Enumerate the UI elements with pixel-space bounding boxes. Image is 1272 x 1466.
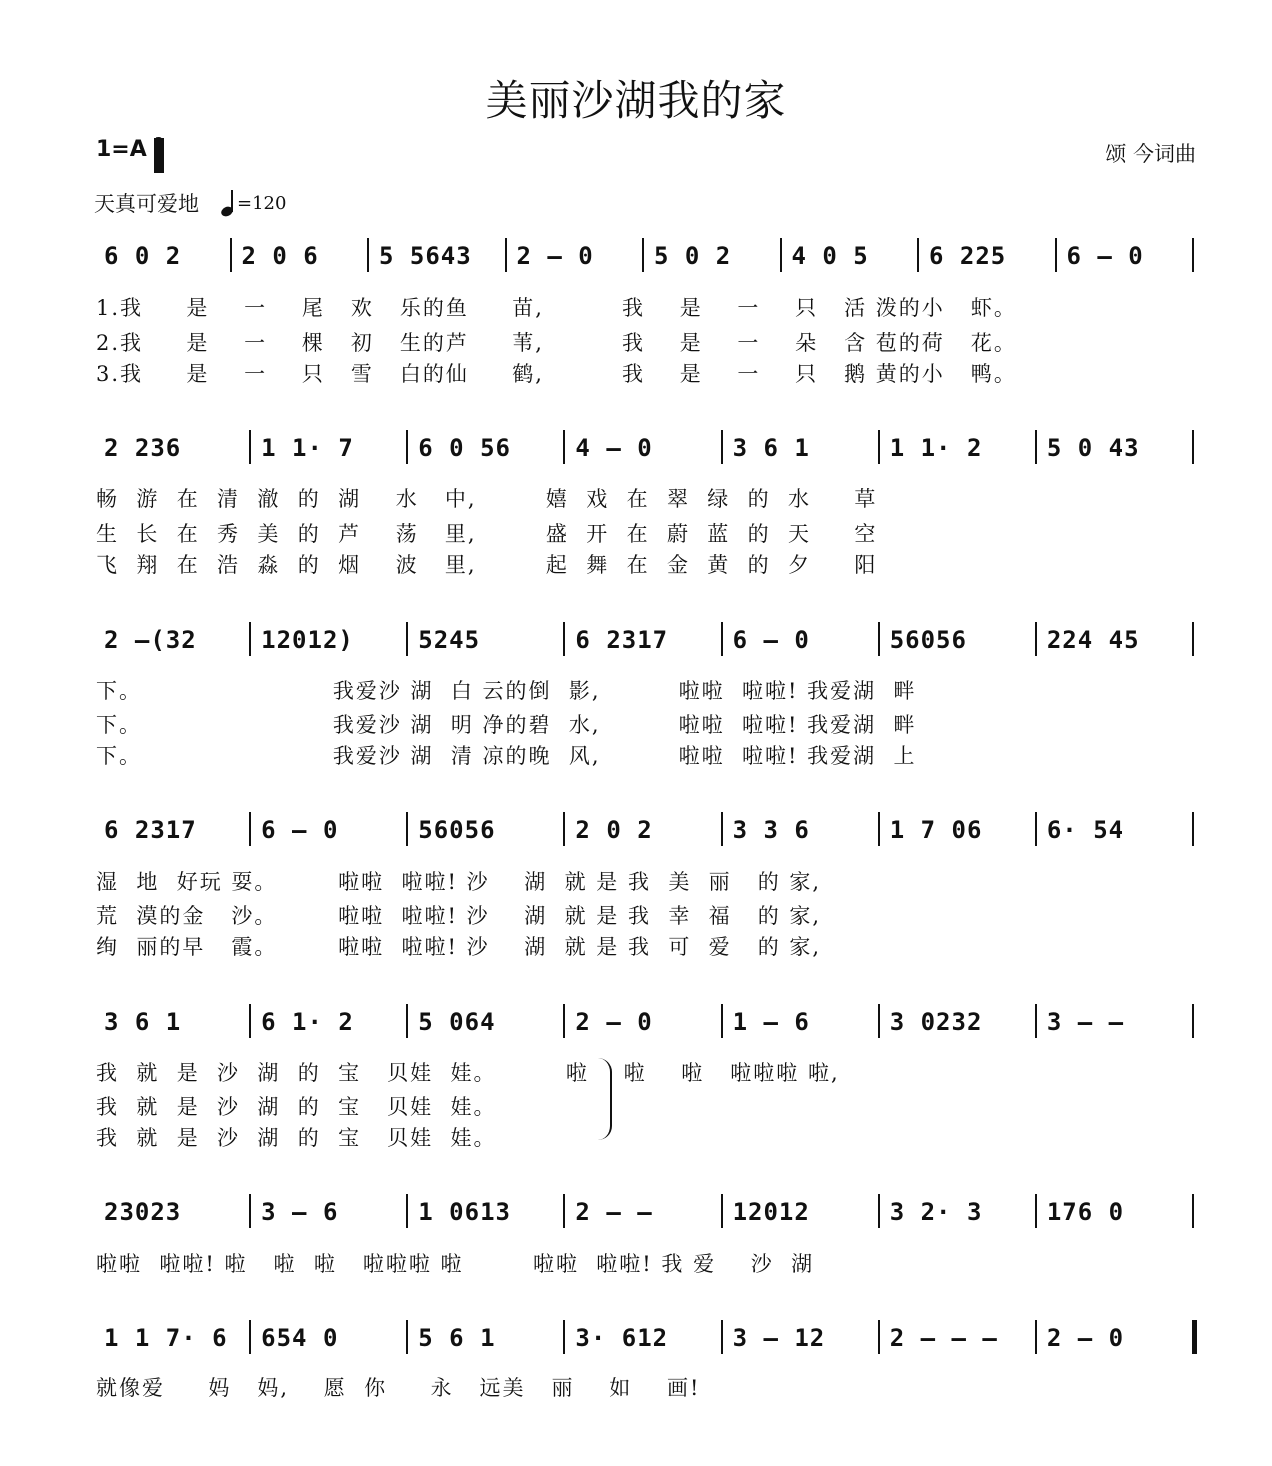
lyric-line: 下。 我爱沙 湖 白 云的倒 影, 啦啦 啦啦! 我爱湖 畔: [96, 679, 917, 703]
barline: [563, 812, 565, 846]
barline: [230, 238, 232, 272]
barline: [878, 430, 880, 464]
barline: [1192, 430, 1194, 464]
barline: [721, 812, 723, 846]
measure: 1 1· 7: [261, 434, 354, 462]
measure: 3 0232: [889, 1008, 983, 1036]
measure: 56056: [418, 816, 496, 844]
measure: 23023: [104, 1198, 182, 1226]
measure: 654 0: [261, 1324, 339, 1352]
barline: [367, 238, 369, 272]
barline: [1035, 1194, 1037, 1228]
measure: 12012: [732, 1198, 810, 1226]
barline: [1192, 1320, 1197, 1354]
barline: [721, 1320, 723, 1354]
tempo-bpm: =120: [237, 192, 287, 214]
lyric-line: 畅 游 在 清 澈 的 湖 水 中, 嬉 戏 在 翠 绿 的 水 草: [96, 487, 878, 511]
measure: 6 2317: [104, 816, 197, 844]
measure: 1 1· 2: [889, 434, 983, 462]
measure: 2 0 6: [241, 242, 319, 270]
barline: [249, 1004, 251, 1038]
music-line: [96, 236, 1196, 276]
barline: [406, 1004, 408, 1038]
barline: [1035, 1320, 1037, 1354]
barline: [1192, 622, 1194, 656]
measure: 5 5643: [379, 242, 472, 270]
measure: 1 – 6: [732, 1008, 810, 1036]
measure: 2 236: [104, 434, 182, 462]
measure: 3· 612: [575, 1324, 669, 1352]
barline: [406, 1194, 408, 1228]
barline: [780, 238, 782, 272]
music-line: [96, 428, 1196, 468]
barline: [1035, 812, 1037, 846]
measure: 3 – 12: [732, 1324, 826, 1352]
measure: 56056: [889, 626, 967, 654]
verse-brace: [596, 1058, 612, 1140]
lyric-line: 湿 地 好玩 耍。 啦啦 啦啦! 沙 湖 就 是 我 美 丽 的 家,: [96, 870, 822, 894]
measure: 3 – –: [1046, 1008, 1125, 1036]
measure: 5 6 1: [418, 1324, 496, 1352]
music-line: [96, 1002, 1196, 1042]
measure: 1 1 7· 6: [104, 1324, 228, 1352]
barline: [249, 622, 251, 656]
barline: [249, 1194, 251, 1228]
barline: [721, 622, 723, 656]
barline: [406, 1320, 408, 1354]
barline: [563, 1194, 565, 1228]
barline: [878, 1194, 880, 1228]
song-title: 美丽沙湖我的家: [485, 76, 787, 125]
measure: 2 – 0: [516, 242, 594, 270]
measure: 1 7 06: [889, 816, 983, 844]
lyric-line: 生 长 在 秀 美 的 芦 荡 里, 盛 开 在 蔚 蓝 的 天 空: [96, 522, 878, 546]
barline: [1055, 238, 1057, 272]
key-text: 1=A: [96, 136, 147, 162]
measure: 2 – – –: [889, 1324, 998, 1352]
measure: 3 6 1: [732, 434, 810, 462]
barline: [642, 238, 644, 272]
measure: 2 – 0: [1046, 1324, 1125, 1352]
music-line: [96, 1192, 1196, 1232]
barline: [878, 812, 880, 846]
quarter-note-icon: [221, 190, 235, 216]
measure: 224 45: [1046, 626, 1140, 654]
lyric-line: 啦啦 啦啦! 啦 啦 啦 啦啦啦 啦 啦啦 啦啦! 我 爱 沙 湖: [96, 1252, 815, 1276]
measure: 6 – 0: [732, 626, 810, 654]
measure: 6 2317: [575, 626, 669, 654]
lyric-line: 就像爱 妈 妈, 愿 你 永 远美 丽 如 画!: [96, 1376, 701, 1400]
lyric-line: 我 就 是 沙 湖 的 宝 贝娃 娃。: [96, 1126, 497, 1150]
lyric-line: 飞 翔 在 浩 淼 的 烟 波 里, 起 舞 在 金 黄 的 夕 阳: [96, 553, 878, 577]
lyric-line: 荒 漠的金 沙。 啦啦 啦啦! 沙 湖 就 是 我 幸 福 的 家,: [96, 904, 822, 928]
lyric-line: 下。 我爱沙 湖 清 凉的晚 风, 啦啦 啦啦! 我爱湖 上: [96, 744, 917, 768]
lyric-line: 下。 我爱沙 湖 明 净的碧 水, 啦啦 啦啦! 我爱湖 畔: [96, 713, 917, 737]
measure: 5 0 2: [654, 242, 732, 270]
music-line: [96, 1318, 1196, 1358]
measure: 6 – 0: [1066, 242, 1144, 270]
author-credit: 颂 今词曲: [1105, 142, 1196, 166]
measure: 2 – 0: [575, 1008, 653, 1036]
measure: 2 – –: [575, 1198, 653, 1226]
measure: 3 6 1: [104, 1008, 182, 1036]
barline: [1035, 1004, 1037, 1038]
tempo-marking: [94, 188, 286, 218]
measure: 5 064: [418, 1008, 496, 1036]
barline: [721, 1004, 723, 1038]
tempo-text: 天真可爱地: [94, 192, 199, 216]
barline: [563, 1320, 565, 1354]
measure: 2 –(32: [104, 626, 197, 654]
measure: 6 – 0: [261, 816, 339, 844]
lyric-line: 2.我 是 一 棵 初 生的芦 苇, 我 是 一 朵 含 苞的荷 花。: [96, 331, 1017, 355]
barline: [563, 622, 565, 656]
barline: [1192, 1004, 1194, 1038]
barline: [249, 430, 251, 464]
lyric-line: 我 就 是 沙 湖 的 宝 贝娃 娃。 啦 啦 啦 啦啦啦 啦,: [96, 1061, 840, 1085]
barline: [1035, 430, 1037, 464]
measure: 176 0: [1046, 1198, 1125, 1226]
measure: 6 1· 2: [261, 1008, 354, 1036]
barline: [878, 1320, 880, 1354]
barline: [1035, 622, 1037, 656]
barline: [406, 430, 408, 464]
barline: [1192, 812, 1194, 846]
measure: 4 – 0: [575, 434, 653, 462]
measure: 6 225: [929, 242, 1007, 270]
lyric-line: 我 就 是 沙 湖 的 宝 贝娃 娃。: [96, 1095, 497, 1119]
measure: 2 0 2: [575, 816, 653, 844]
barline: [878, 622, 880, 656]
barline: [1192, 1194, 1194, 1228]
measure: 1 0613: [418, 1198, 511, 1226]
music-line: [96, 620, 1196, 660]
measure: 5 0 43: [1046, 434, 1140, 462]
measure: 3 2· 3: [889, 1198, 983, 1226]
key-signature: [96, 136, 163, 162]
time-signature: [155, 136, 163, 162]
lyric-line: 绚 丽的早 霞。 啦啦 啦啦! 沙 湖 就 是 我 可 爱 的 家,: [96, 935, 822, 959]
measure: 6 0 2: [104, 242, 182, 270]
barline: [1192, 238, 1194, 272]
measure: 6· 54: [1046, 816, 1125, 844]
barline: [406, 622, 408, 656]
music-line: [96, 810, 1196, 850]
barline: [249, 812, 251, 846]
measure: 5245: [418, 626, 481, 654]
lyric-line: 3.我 是 一 只 雪 白的仙 鹤, 我 是 一 只 鹅 黄的小 鸭。: [96, 362, 1017, 386]
measure: 3 3 6: [732, 816, 810, 844]
barline: [563, 430, 565, 464]
measure: 3 – 6: [261, 1198, 339, 1226]
barline: [721, 430, 723, 464]
lyric-line: 1.我 是 一 尾 欢 乐的鱼 苗, 我 是 一 只 活 泼的小 虾。: [96, 296, 1017, 320]
barline: [406, 812, 408, 846]
barline: [505, 238, 507, 272]
measure: 12012): [261, 626, 354, 654]
barline: [249, 1320, 251, 1354]
barline: [563, 1004, 565, 1038]
barline: [721, 1194, 723, 1228]
barline: [878, 1004, 880, 1038]
measure: 6 0 56: [418, 434, 511, 462]
measure: 4 0 5: [791, 242, 869, 270]
barline: [917, 238, 919, 272]
